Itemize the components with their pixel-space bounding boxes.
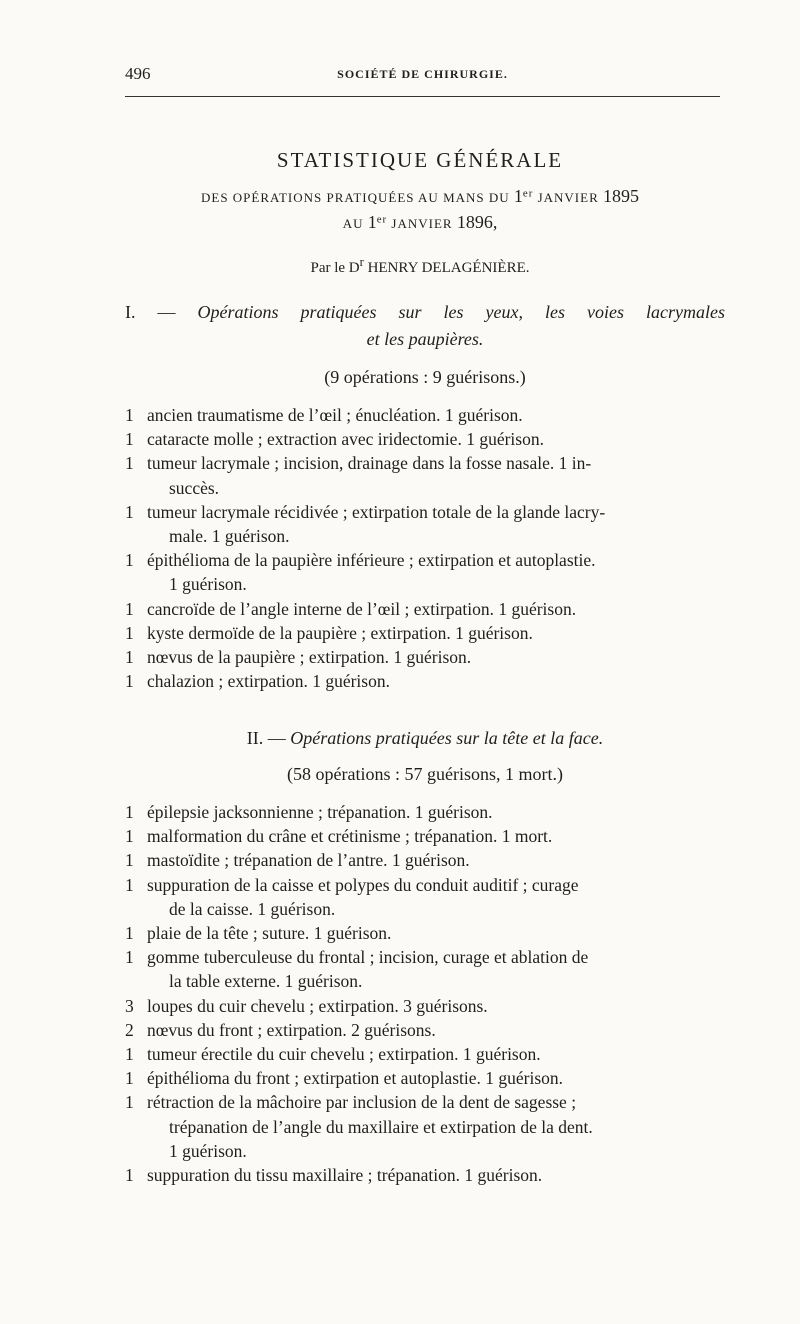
page-header [125, 64, 720, 88]
subtitle-line-2: AU 1er JANVIER 1896, [342, 212, 498, 232]
section-1-list [125, 403, 725, 693]
list-item: 1 nœvus de la paupière ; extirpation. 1 guérison. [125, 647, 472, 668]
list-item: 1 suppuration de la caisse et polypes du conduit auditif ; curage de la caisse. 1 guérison. [125, 874, 579, 919]
list-item: 1 épithélioma du front ; extirpation et autoplastie. 1 guérison. [125, 1068, 564, 1089]
running-title: SOCIÉTÉ DE CHIRURGIE. [337, 67, 508, 81]
list-item: 1 épilepsie jacksonnienne ; trépanation. 1 guérison. [125, 802, 493, 822]
list-item: 1 gomme tuberculeuse du frontal ; incision, curage et ablation de la table externe. 1 guérison. [125, 947, 589, 992]
list-item: 1 kyste dermoïde de la paupière ; extirpation. 1 guérison. [125, 622, 533, 643]
list-item: 1 mastoïdite ; trépanation de l’antre. 1 guérison. [125, 850, 470, 871]
list-item: 1 tumeur lacrymale récidivée ; extirpation totale de la glande lacry- male. 1 guérison. [125, 501, 606, 547]
section-2-list [125, 800, 725, 1187]
list-item: 1 cancroïde de l’angle interne de l’œil ; extirpation. 1 guérison. [125, 598, 577, 619]
list-item: 1 cataracte molle ; extraction avec iridectomie. 1 guérison. [125, 429, 544, 450]
list-item: 1 suppuration du tissu maxillaire ; trépanation. 1 guérison. [125, 1165, 543, 1186]
list-item: 1 tumeur érectile du cuir chevelu ; extirpation. 1 guérison. [125, 1044, 541, 1065]
list-item: 3 loupes du cuir chevelu ; extirpation. 3 guérisons. [125, 995, 488, 1016]
list-item: 1 ancien traumatisme de l’œil ; énucléation. 1 guérison. [125, 405, 523, 425]
list-item: 1 chalazion ; extirpation. 1 guérison. [125, 671, 390, 692]
list-item: 1 plaie de la tête ; suture. 1 guérison. [125, 923, 392, 944]
section-1-summary: (9 opérations : 9 guérisons.) [324, 367, 526, 387]
section-1-heading: I. — Opérations pratiquées sur les yeux, les voies lacrymales [125, 302, 726, 322]
subtitle-line-1: DES OPÉRATIONS PRATIQUÉES AU MANS DU 1er JANVIER 1895 [200, 186, 639, 206]
list-item: 1 épithélioma de la paupière inférieure ; extirpation et autoplastie. 1 guérison. [125, 550, 596, 595]
list-item: 1 rétraction de la mâchoire par inclusion de la dent de sagesse ; trépanation de l’angle du maxillaire et extirpation de la dent. 1 guérison. [125, 1092, 593, 1161]
section-2-summary: (58 opérations : 57 guérisons, 1 mort.) [287, 764, 563, 784]
list-item: 1 tumeur lacrymale ; incision, drainage dans la fosse nasale. 1 in- succès. [125, 453, 592, 498]
header-rule [125, 96, 720, 97]
document-title: STATISTIQUE GÉNÉRALE [276, 148, 564, 172]
list-item: 1 malformation du crâne et crétinisme ; trépanation. 1 mort. [125, 826, 553, 847]
author-line: Par le $D^r$ HENRY DELAGÉNIÈRE. [310, 255, 530, 276]
section-2-heading: II. — Opérations pratiquées sur la tête et la face. [246, 728, 604, 748]
section-1-heading-continued: et les paupières. [366, 329, 484, 349]
list-item: 2 nœvus du front ; extirpation. 2 guérisons. [125, 1019, 436, 1040]
page-number: 496 [125, 64, 151, 83]
